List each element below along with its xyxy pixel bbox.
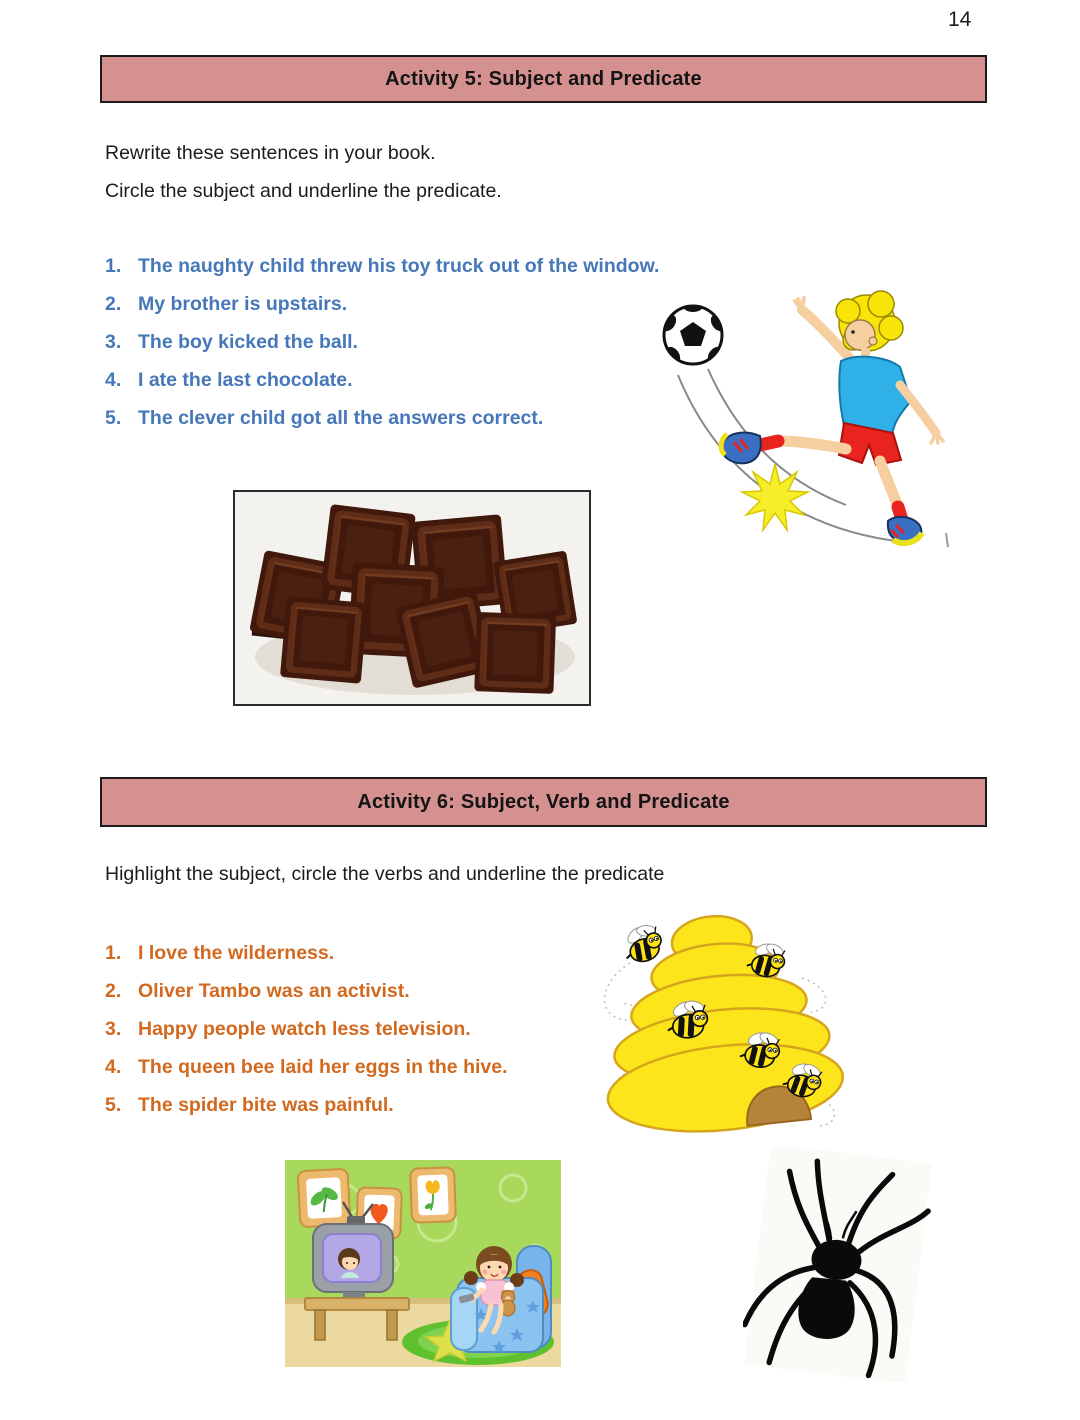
- image-mark: [946, 533, 948, 547]
- list-number: 5.: [105, 1094, 122, 1116]
- activity5-title: Activity 5: Subject and Predicate: [385, 67, 702, 90]
- boy-figure: [721, 291, 943, 543]
- list-number: 2.: [105, 980, 122, 1002]
- list-number: 4.: [105, 1056, 122, 1078]
- list-text: Happy people watch less television.: [138, 1018, 471, 1040]
- activity6-title: Activity 6: Subject, Verb and Predicate: [357, 790, 730, 813]
- list-text: The spider bite was painful.: [138, 1094, 394, 1116]
- page-number: 14: [948, 8, 972, 31]
- list-number: 1.: [105, 942, 122, 964]
- list-text: Oliver Tambo was an activist.: [138, 980, 410, 1002]
- list-number: 1.: [105, 255, 122, 277]
- activity5-instruction-1: Rewrite these sentences in your book.: [105, 142, 436, 164]
- list-number: 3.: [105, 1018, 122, 1040]
- activity5-instruction-2: Circle the subject and underline the predicate.: [105, 180, 502, 202]
- tv-scene-illustration: [285, 1160, 561, 1367]
- picture-frame-leaves: [298, 1169, 351, 1228]
- beehive-illustration: [570, 888, 870, 1156]
- spider-illustration: [743, 1147, 933, 1382]
- list-text: The queen bee laid her eggs in the hive.: [138, 1056, 508, 1078]
- star-burst-icon: [742, 464, 808, 530]
- soccer-boy-image: [648, 283, 953, 553]
- right-shoe: [888, 517, 922, 543]
- list-item: [105, 254, 745, 278]
- list-number: 2.: [105, 293, 122, 315]
- tv-scene-image: [285, 1160, 561, 1367]
- left-shoe: [721, 433, 761, 464]
- picture-frame-tulip: [410, 1167, 456, 1223]
- list-text: The clever child got all the answers correct.: [138, 407, 544, 429]
- list-text: My brother is upstairs.: [138, 293, 348, 315]
- list-number: 5.: [105, 407, 122, 429]
- bee-icon: [619, 920, 666, 967]
- chocolate-image: [233, 490, 591, 706]
- activity6-instruction: Highlight the subject, circle the verbs and underline the predicate: [105, 863, 665, 885]
- list-text: I ate the last chocolate.: [138, 369, 353, 391]
- activity5-banner: [100, 55, 987, 103]
- activity6-banner: [100, 777, 987, 827]
- chocolate-illustration: [235, 492, 589, 704]
- soccer-ball-icon: [659, 300, 728, 366]
- list-text: The naughty child threw his toy truck out of the window.: [138, 255, 660, 277]
- list-text: The boy kicked the ball.: [138, 331, 358, 353]
- soccer-boy-illustration: [648, 283, 953, 553]
- spider-image: [743, 1147, 933, 1382]
- list-text: I love the wilderness.: [138, 942, 335, 964]
- face: [845, 320, 875, 350]
- list-number: 3.: [105, 331, 122, 353]
- beehive-image: [570, 888, 870, 1156]
- list-number: 4.: [105, 369, 122, 391]
